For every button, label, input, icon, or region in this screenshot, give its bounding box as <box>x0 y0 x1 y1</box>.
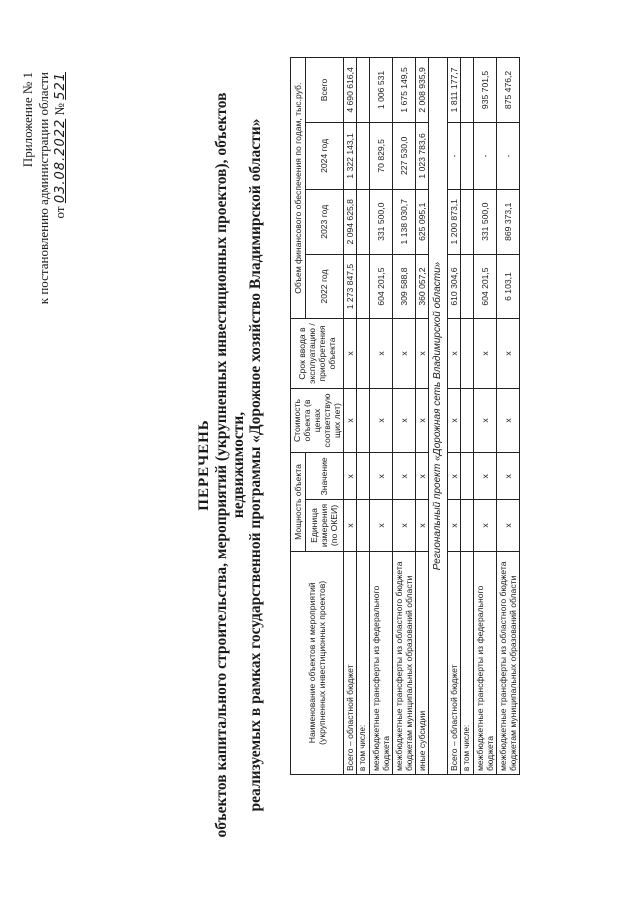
appendix-date-line <box>52 72 69 342</box>
row-value: х <box>416 453 429 500</box>
row-2023: 1 138 030,7 <box>393 189 416 254</box>
header-unit: Единица измерения (по ОКЕИ) <box>305 500 343 551</box>
header-cost: Стоимость объекта (в ценах соответствую щих лет) <box>291 388 344 453</box>
row-2023 <box>461 189 474 254</box>
row-unit <box>357 500 370 551</box>
row-name: межбюджетные трансферты из областного бюджета бюджетам муниципальных образований области <box>393 551 416 774</box>
row-2023: 331 500,0 <box>474 189 497 254</box>
row-name: в том числе: <box>461 551 474 774</box>
row-cost: х <box>370 388 393 453</box>
header-2024: 2024 год <box>305 122 343 189</box>
header-capacity: Мощность объекта <box>291 453 306 551</box>
row-2022 <box>357 254 370 319</box>
row-2024: - <box>448 122 461 189</box>
row-deadline <box>357 319 370 388</box>
row-unit: х <box>497 500 520 551</box>
row-name: межбюджетные трансферты из федерального бюджета <box>370 551 393 774</box>
document-title: ПЕРЕЧЕНЬ <box>196 419 212 511</box>
row-2022: 604 201,5 <box>474 254 497 319</box>
section-row <box>429 58 448 775</box>
row-2023: 331 500,0 <box>370 189 393 254</box>
row-2024: - <box>474 122 497 189</box>
row-name: Всего – областной бюджет <box>344 551 357 774</box>
table-row <box>393 58 416 775</box>
row-deadline: х <box>393 319 416 388</box>
row-cost <box>461 388 474 453</box>
row-2024: - <box>497 122 520 189</box>
heading-line-2: реализуемых в рамках государственной программы «Дорожное хозяйство Владимирской области» <box>247 118 264 812</box>
row-unit: х <box>448 500 461 551</box>
row-cost <box>357 388 370 453</box>
row-name: Всего – областной бюджет <box>448 551 461 774</box>
header-name: Наименование объектов и мероприятий (укрупненных инвестиционных проектов) <box>291 551 344 774</box>
row-2023 <box>357 189 370 254</box>
row-cost: х <box>474 388 497 453</box>
header-2022: 2022 год <box>305 254 343 319</box>
row-name: межбюджетные трансферты из областного бюджета бюджетам муниципальных образований области <box>497 551 520 774</box>
row-unit <box>461 500 474 551</box>
row-2023: 625 095,1 <box>416 189 429 254</box>
row-deadline: х <box>497 319 520 388</box>
row-total: 1 006 531 <box>370 58 393 123</box>
row-2022: 6 103,1 <box>497 254 520 319</box>
row-total: 1 811 177,7 <box>448 58 461 123</box>
document-heading <box>196 45 264 885</box>
header-funding: Объем финансового обеспечения по годам, тыс.руб. <box>291 58 306 319</box>
row-2022: 604 201,5 <box>370 254 393 319</box>
row-2024: 1 322 143,1 <box>344 122 357 189</box>
row-name: межбюджетные трансферты из федерального бюджета <box>474 551 497 774</box>
row-unit: х <box>344 500 357 551</box>
table-row <box>357 58 370 775</box>
row-cost: х <box>393 388 416 453</box>
row-2024: 227 530,0 <box>393 122 416 189</box>
row-2024: 1 023 783,6 <box>416 122 429 189</box>
heading-line-1: объектов капитального строительства, мероприятий (укрупненных инвестиционных проектов), объектов недвижимости, <box>213 92 247 838</box>
row-cost: х <box>344 388 357 453</box>
row-total <box>357 58 370 123</box>
section-title: Региональный проект «Дорожная сеть Владимирской области» <box>429 58 448 775</box>
row-value <box>461 453 474 500</box>
row-total: 1 675 149,5 <box>393 58 416 123</box>
row-2023: 869 373,1 <box>497 189 520 254</box>
funding-table <box>290 57 520 775</box>
table-row <box>416 58 429 775</box>
row-unit: х <box>393 500 416 551</box>
row-deadline: х <box>344 319 357 388</box>
header-deadline: Срок ввода в эксплуатацию / приобретения объекта <box>291 319 344 388</box>
row-2022: 360 057,2 <box>416 254 429 319</box>
row-2022: 1 273 847,5 <box>344 254 357 319</box>
header-2023: 2023 год <box>305 189 343 254</box>
row-unit: х <box>474 500 497 551</box>
row-unit: х <box>416 500 429 551</box>
header-value: Значение <box>305 453 343 500</box>
table-row <box>344 58 357 775</box>
row-deadline: х <box>448 319 461 388</box>
decree-date: 03.08.2022 <box>53 118 68 204</box>
row-cost: х <box>448 388 461 453</box>
row-deadline: х <box>416 319 429 388</box>
row-value: х <box>497 453 520 500</box>
row-total: 2 008 935,9 <box>416 58 429 123</box>
row-2022: 309 588,8 <box>393 254 416 319</box>
row-value: х <box>448 453 461 500</box>
table-row <box>448 58 461 775</box>
row-deadline: х <box>370 319 393 388</box>
from-label: от <box>52 206 67 219</box>
table-row <box>461 58 474 775</box>
table-row <box>474 58 497 775</box>
row-2023: 2 094 625,8 <box>344 189 357 254</box>
row-cost: х <box>416 388 429 453</box>
row-unit: х <box>370 500 393 551</box>
row-name: иные субсидии <box>416 551 429 774</box>
row-2024 <box>357 122 370 189</box>
row-total: 4 690 616,4 <box>344 58 357 123</box>
row-value: х <box>344 453 357 500</box>
row-2024: 70 829,5 <box>370 122 393 189</box>
row-value: х <box>393 453 416 500</box>
row-cost: х <box>497 388 520 453</box>
appendix-decree-line: к постановлению администрации области <box>36 72 51 305</box>
row-total <box>461 58 474 123</box>
appendix-block <box>20 72 69 342</box>
decree-number: 521 <box>53 72 68 100</box>
appendix-title: Приложение № 1 <box>20 72 35 168</box>
row-total: 875 476,2 <box>497 58 520 123</box>
row-total: 935 701,5 <box>474 58 497 123</box>
row-deadline <box>461 319 474 388</box>
table-row <box>370 58 393 775</box>
row-2024 <box>461 122 474 189</box>
row-2022 <box>461 254 474 319</box>
row-name: в том числе: <box>357 551 370 774</box>
header-row-1 <box>291 58 306 775</box>
table-row <box>497 58 520 775</box>
row-deadline: х <box>474 319 497 388</box>
row-2023: 1 200 873,1 <box>448 189 461 254</box>
row-value: х <box>474 453 497 500</box>
number-label: № <box>52 103 67 116</box>
row-value <box>357 453 370 500</box>
header-total: Всего <box>305 58 343 123</box>
row-2022: 610 304,6 <box>448 254 461 319</box>
row-value: х <box>370 453 393 500</box>
